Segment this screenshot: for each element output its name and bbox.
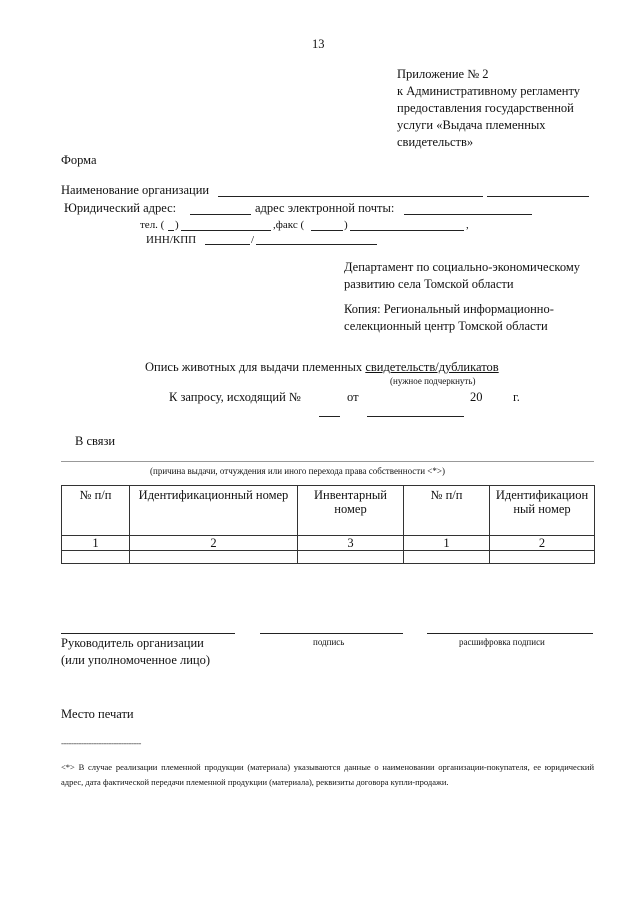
table-header-cell: № п/п — [404, 486, 490, 536]
signature-line[interactable] — [260, 633, 403, 634]
recipient-line-1: Департамент по социально-экономическому — [344, 260, 581, 274]
footnote-text: <*> В случае реализации племенной продукции (материала) указываются данные о наименовании организации-покупателя, ее юридический адрес, дата фактической передачи племенной продукции (материала), реквизиты договора купли-продажи. — [61, 762, 594, 787]
fax-label: ,факс ( — [273, 219, 305, 231]
appendix-line-3: предоставления государственной — [397, 101, 574, 115]
copy-block — [344, 301, 624, 335]
table-header-cell: Инвентарный номер — [298, 486, 404, 536]
table-header-cell: № п/п — [62, 486, 130, 536]
table-cell[interactable] — [62, 551, 130, 564]
reason-hint: (причина выдачи, отчуждения или иного перехода права собственности <*>) — [150, 466, 445, 476]
title-hint: (нужное подчеркнуть) — [390, 376, 476, 386]
form-label: Форма — [61, 153, 97, 167]
copy-line-2: селекционный центр Томской области — [344, 319, 548, 333]
table-number-cell: 1 — [404, 536, 490, 551]
appendix-line-5: свидетельств» — [397, 135, 474, 149]
phone-label: тел. ( — [140, 219, 165, 231]
title-prefix: Опись животных для выдачи племенных — [145, 360, 366, 374]
org-name-field-extra[interactable] — [487, 196, 589, 197]
reason-label: В связи — [75, 434, 116, 448]
email-field[interactable] — [404, 214, 532, 215]
copy-line-1: Копия: Региональный информационно- — [344, 302, 554, 316]
table-row — [62, 551, 595, 564]
signature-decode-hint: расшифровка подписи — [459, 637, 545, 647]
head-signature-line[interactable] — [61, 633, 235, 634]
appendix-line-1: Приложение № 2 — [397, 67, 489, 81]
table-cell[interactable] — [298, 551, 404, 564]
phone-paren: ) — [175, 219, 179, 231]
table-number-cell: 2 — [130, 536, 298, 551]
table-cell[interactable] — [404, 551, 490, 564]
fax-paren: ) — [344, 219, 348, 231]
request-from: от — [347, 390, 359, 404]
document-title — [145, 359, 499, 376]
table-number-cell: 2 — [490, 536, 595, 551]
request-number-field[interactable] — [319, 416, 340, 417]
appendix-line-2: к Административному регламенту — [397, 84, 581, 98]
request-label: К запросу, исходящий № — [169, 390, 301, 404]
phone-field[interactable] — [181, 230, 271, 231]
head-title-line-1: Руководитель организации — [61, 636, 204, 650]
kpp-field[interactable] — [256, 244, 377, 245]
phone-code-field[interactable] — [168, 230, 174, 231]
request-year-suffix: г. — [513, 390, 520, 404]
signature-hint: подпись — [313, 637, 345, 647]
signature-decode-line[interactable] — [427, 633, 593, 634]
inn-field[interactable] — [205, 244, 250, 245]
email-label: адрес электронной почты: — [255, 201, 395, 215]
table-cell[interactable] — [490, 551, 595, 564]
inn-kpp-separator: / — [251, 234, 255, 246]
fax-code-field[interactable] — [311, 230, 343, 231]
inn-kpp-label: ИНН/КПП — [146, 234, 197, 246]
reason-field[interactable] — [61, 461, 594, 462]
legal-address-field[interactable] — [190, 214, 251, 215]
org-name-label: Наименование организации — [61, 183, 210, 197]
fax-field[interactable] — [350, 230, 464, 231]
table-cell[interactable] — [130, 551, 298, 564]
request-year: 20 — [470, 390, 483, 404]
request-date-field[interactable] — [367, 416, 464, 417]
title-underlined: свидетельств/дубликатов — [365, 360, 499, 374]
footnote-separator: -------------------------------- — [61, 738, 141, 748]
head-title-line-2: (или уполномоченное лицо) — [61, 653, 211, 667]
table-header-cell: Идентификационный номер — [130, 486, 298, 536]
table-number-cell: 3 — [298, 536, 404, 551]
recipient-line-2: развитию села Томской области — [344, 277, 514, 291]
appendix-line-4: услуги «Выдача племенных — [397, 118, 546, 132]
stamp-label: Место печати — [61, 707, 134, 721]
page-number: 13 — [312, 37, 325, 51]
table-number-cell: 1 — [62, 536, 130, 551]
table-header-cell: Идентификацион ный номер — [490, 486, 595, 536]
fax-end: , — [466, 219, 469, 231]
table-header-row — [62, 486, 595, 536]
recipient-block — [344, 259, 624, 293]
table-number-row — [62, 536, 595, 551]
org-name-field[interactable] — [218, 196, 483, 197]
animals-table — [61, 485, 595, 564]
legal-address-label: Юридический адрес: — [64, 201, 177, 215]
appendix-block — [397, 66, 627, 151]
